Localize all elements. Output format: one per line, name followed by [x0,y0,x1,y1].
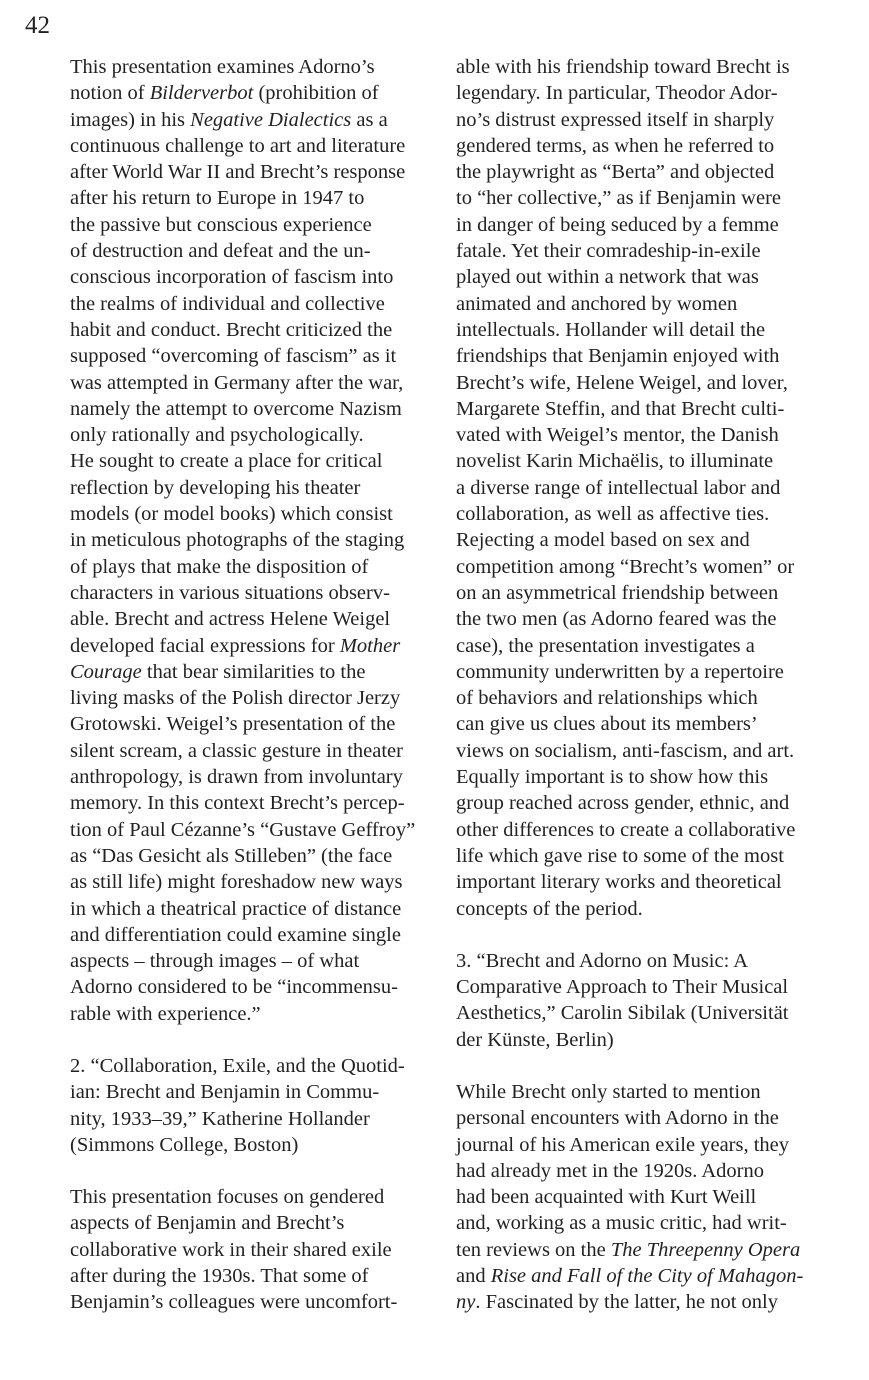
left-column [70,54,442,1316]
text-line: Margarete Steffin, and that Brecht culti- [456,397,785,420]
paragraph-gap [456,922,828,948]
text-line: Grotowski. Weigel’s presentation of the [70,713,396,736]
text-line: Courage that bear similarities to the [70,660,366,683]
text-line: to “her collective,” as if Benjamin were [456,187,782,210]
text-line: images) in his Negative Dialectics as a [70,108,388,131]
page-number: 42 [25,12,50,39]
text-line: aspects of Benjamin and Brecht’s [70,1212,345,1235]
italic-title-courage: Courage [70,660,142,683]
text-line: other differences to create a collaborative [456,818,796,841]
italic-title-negative-dialectics: Negative Dialectics [190,108,352,131]
text-line: models (or model books) which consist [70,503,393,526]
heading-line: (Simmons College, Boston) [70,1133,299,1156]
text-line: life which gave rise to some of the most [456,844,784,867]
text-line: of behaviors and relationships which [456,687,758,710]
text-line: He sought to create a place for critical [70,450,383,473]
right-column [456,54,828,1316]
text-line: as “Das Gesicht als Stilleben” (the face [70,844,393,867]
text-line: in meticulous photographs of the staging [70,529,405,552]
text-line: Benjamin’s colleagues were uncomfort- [70,1291,398,1314]
paragraph-gap [70,1158,442,1184]
text-line: vated with Weigel’s mentor, the Danish [456,424,779,447]
text-line: of plays that make the disposition of [70,555,369,578]
text-line: journal of his American exile years, they [456,1133,790,1156]
text-line: Rejecting a model based on sex and [456,529,750,552]
text-line: While Brecht only started to mention [456,1080,761,1103]
text-line: was attempted in Germany after the war, [70,371,404,394]
text-line: in which a theatrical practice of distance [70,897,402,920]
text-line: only rationally and psychologically. [70,424,364,447]
paragraph-brecht-adorno-met [456,1079,828,1316]
text-line: tion of Paul Cézanne’s “Gustave Geffroy” [70,818,416,841]
text-line: community underwritten by a repertoire [456,660,784,683]
text-line: living masks of the Polish director Jerzy [70,687,401,710]
text-line: and differentiation could examine single [70,923,401,946]
text-line: in danger of being seduced by a femme [456,213,779,236]
paragraph-gap [70,1027,442,1053]
text-line: important literary works and theoretical [456,871,782,894]
text-line: able. Brecht and actress Helene Weigel [70,608,391,631]
text-line: of destruction and defeat and the un- [70,240,371,263]
text-line: as still life) might foreshadow new ways [70,871,403,894]
text-line: namely the attempt to overcome Nazism [70,397,402,420]
text-line: animated and anchored by women [456,292,738,315]
text-line: anthropology, is drawn from involuntary [70,766,403,789]
text-line: habit and conduct. Brecht criticized the [70,318,393,341]
text-line: after during the 1930s. That some of [70,1265,369,1288]
text-line: ny. Fascinated by the latter, he not only [456,1291,778,1314]
text-line: memory. In this context Brecht’s percep- [70,792,405,815]
text-line: This presentation focuses on gendered [70,1186,385,1209]
text-line: gendered terms, as when he referred to [456,134,775,157]
text-line: and, working as a music critic, had writ- [456,1212,787,1235]
text-line: group reached across gender, ethnic, and [456,792,790,815]
paragraph-benjamin-friendship [456,54,828,922]
text-line: developed facial expressions for Mother [70,634,401,657]
text-line: played out within a network that was [456,266,759,289]
text-line: fatale. Yet their comradeship-in-exile [456,240,761,263]
paragraph-gap [456,1053,828,1079]
text-line: views on socialism, anti-fascism, and art. [456,739,795,762]
text-line: no’s distrust expressed itself in sharply [456,108,775,131]
text-line: legendary. In particular, Theodor Ador- [456,82,778,105]
section-heading-3 [456,948,828,1053]
italic-title-threepenny-opera: The Threepenny Opera [610,1238,801,1261]
text-line: notion of Bilderverbot (prohibition of [70,82,379,105]
text-line: characters in various situations observ- [70,581,390,604]
text-line: after World War II and Brecht’s response [70,161,406,184]
text-line: had been acquainted with Kurt Weill [456,1186,757,1209]
text-line: the playwright as “Berta” and objected [456,161,775,184]
text-line: Equally important is to show how this [456,766,769,789]
heading-line: nity, 1933–39,” Katherine Hollander [70,1107,370,1130]
heading-line: ian: Brecht and Benjamin in Commu- [70,1081,380,1104]
text-line: aspects – through images – of what [70,950,360,973]
text-line: friendships that Benjamin enjoyed with [456,345,780,368]
text-line: competition among “Brecht’s women” or [456,555,795,578]
text-line: the two men (as Adorno feared was the [456,608,777,631]
text-line: able with his friendship toward Brecht is [456,56,790,78]
text-line: personal encounters with Adorno in the [456,1107,779,1130]
text-line: collaborative work in their shared exile [70,1238,392,1261]
text-line: silent scream, a classic gesture in theater [70,739,403,762]
paragraph-adorno-bilderverbot [70,54,442,1027]
italic-title-mother: Mother [339,634,401,657]
text-line: case), the presentation investigates a [456,634,755,657]
text-line: ten reviews on the The Threepenny Opera [456,1238,801,1261]
text-line: This presentation examines Adorno’s [70,56,375,78]
section-heading-2 [70,1053,442,1158]
heading-line: 2. “Collaboration, Exile, and the Quotid- [70,1054,405,1077]
italic-title-mahagonny-end: ny [456,1291,476,1314]
text-line: on an asymmetrical friendship between [456,581,779,604]
text-line: the passive but conscious experience [70,213,372,236]
text-line: concepts of the period. [456,897,643,920]
text-line: intellectuals. Hollander will detail the [456,318,766,341]
text-line: a diverse range of intellectual labor and [456,476,781,499]
text-line: Adorno considered to be “incommensu- [70,976,398,999]
text-line: continuous challenge to art and literature [70,134,406,157]
text-line: and Rise and Fall of the City of Mahagon- [456,1265,804,1288]
italic-title-bilderverbot: Bilderverbot [149,82,254,105]
text-line: rable with experience.” [70,1002,261,1025]
text-line: after his return to Europe in 1947 to [70,187,365,210]
heading-line: 3. “Brecht and Adorno on Music: A [456,949,749,972]
text-line: can give us clues about its members’ [456,713,758,736]
paragraph-gendered-aspects [70,1184,442,1315]
heading-line: Aesthetics,” Carolin Sibilak (Universität [456,1002,789,1025]
heading-line: der Künste, Berlin) [456,1028,614,1051]
text-line: collaboration, as well as affective ties. [456,503,770,526]
text-line: supposed “overcoming of fascism” as it [70,345,397,368]
text-line: conscious incorporation of fascism into [70,266,394,289]
text-line: the realms of individual and collective [70,292,385,315]
text-line: reflection by developing his theater [70,476,361,499]
italic-title-mahagonny: Rise and Fall of the City of Mahagon- [490,1265,804,1288]
heading-line: Comparative Approach to Their Musical [456,976,789,999]
text-line: Brecht’s wife, Helene Weigel, and lover, [456,371,788,394]
text-line: novelist Karin Michaëlis, to illuminate [456,450,774,473]
text-line: had already met in the 1920s. Adorno [456,1159,765,1182]
